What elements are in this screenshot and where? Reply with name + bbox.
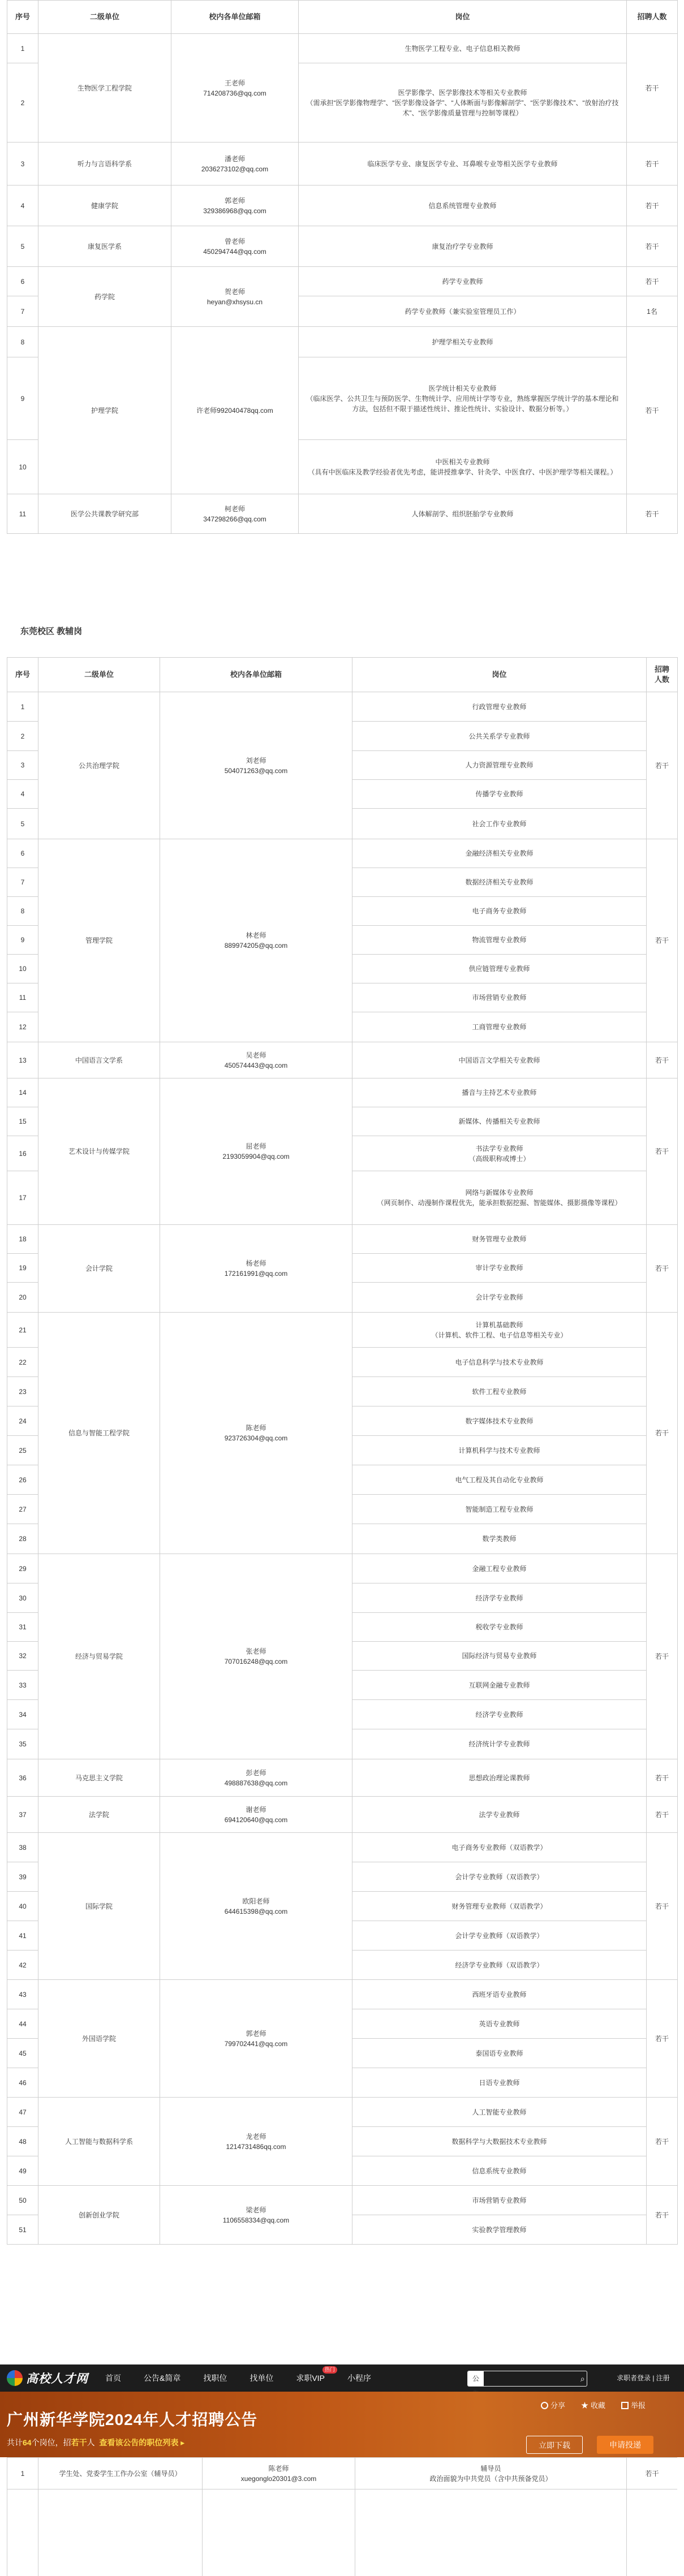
count-cell: 若干: [647, 1797, 678, 1833]
position-cell: 信息系统管理专业教师: [299, 185, 627, 226]
row-number: 34: [7, 1700, 38, 1729]
row-number: 5: [7, 809, 38, 839]
row-number: 18: [7, 1225, 38, 1254]
count-cell: 若干: [627, 267, 678, 296]
row-number: 15: [7, 1107, 38, 1136]
row-number: 22: [7, 1348, 38, 1377]
position-cell: 社会工作专业教师: [352, 809, 647, 839]
row-number: 4: [7, 185, 38, 226]
unit-cell: 学生处、党委学生工作办公室（辅导员）: [38, 2458, 203, 2489]
row-number: 11: [7, 983, 38, 1012]
nav-link-label: 首页: [105, 2374, 121, 2383]
nav-link-label: 找职位: [203, 2374, 227, 2383]
row-number: 10: [7, 440, 38, 494]
row-number: 41: [7, 1921, 38, 1951]
position-cell: 经济统计学专业教师: [352, 1729, 647, 1759]
row-number: 2: [7, 722, 38, 751]
nav-link-label: 小程序: [347, 2374, 371, 2383]
position-cell: 播音与主持艺术专业教师: [352, 1078, 647, 1107]
search-box: [467, 2371, 587, 2387]
table-row: [7, 143, 678, 185]
download-button[interactable]: 立即下载: [526, 2436, 583, 2454]
row-number: 33: [7, 1671, 38, 1700]
nav-link[interactable]: [203, 2364, 227, 2392]
position-cell: 审计学专业教师: [352, 1254, 647, 1283]
row-number: 3: [7, 143, 38, 185]
position-cell: 数据科学与大数据技术专业教师: [352, 2127, 647, 2156]
position-cell: 实验教学管理教师: [352, 2215, 647, 2245]
contact-cell: 王老师 714208736@qq.com: [171, 34, 299, 143]
row-number: 35: [7, 1729, 38, 1759]
position-cell: 物流管理专业教师: [352, 926, 647, 955]
row-number: 7: [7, 296, 38, 327]
position-cell: 供应链管理专业教师: [352, 955, 647, 983]
position-cell: 国际经济与贸易专业教师: [352, 1642, 647, 1671]
row-number: 17: [7, 1171, 38, 1225]
table-row: [7, 1797, 678, 1833]
row-number: 14: [7, 1078, 38, 1107]
header-cell: 序号: [7, 1, 38, 34]
header-cell: 招聘人数: [627, 1, 678, 34]
site-logo[interactable]: [7, 2369, 88, 2387]
count-cell: 若干: [647, 1759, 678, 1797]
table-row: [7, 2098, 678, 2127]
position-cell: 财务管理专业教师: [352, 1225, 647, 1254]
collect-button[interactable]: [581, 2400, 605, 2410]
header-cell: 岗位: [352, 658, 647, 692]
row-number: 6: [7, 267, 38, 296]
unit-cell: 外国语学院: [38, 1980, 160, 2098]
row-number: 49: [7, 2156, 38, 2186]
row-number: 46: [7, 2068, 38, 2098]
row-number: 5: [7, 226, 38, 267]
unit-cell: 护理学院: [38, 327, 171, 494]
nav-link[interactable]: [105, 2364, 121, 2392]
position-cell: 计算机科学与技术专业教师: [352, 1436, 647, 1465]
contact-cell: 杨老师 172161991@qq.com: [160, 1225, 352, 1313]
row-number: 48: [7, 2127, 38, 2156]
row-number: 1: [7, 2458, 38, 2489]
header-cell: 序号: [7, 658, 38, 692]
position-cell: 经济学专业教师（双语教学）: [352, 1951, 647, 1980]
table-row: [7, 692, 678, 722]
hot-badge: 热门: [322, 2366, 337, 2374]
position-cell: 计算机基础教师 （计算机、软件工程、电子信息等相关专业）: [352, 1313, 647, 1348]
position-cell: 人力资源管理专业教师: [352, 751, 647, 780]
row-number: 28: [7, 1524, 38, 1554]
table-row: [7, 267, 678, 296]
position-cell: 网络与新媒体专业教师 （网页制作、动漫制作课程优先，能承担数据挖掘、智能媒体、摄影摄像等课程）: [352, 1171, 647, 1225]
header-cell: 招聘人数: [647, 658, 678, 692]
count-cell: 若干: [647, 839, 678, 1042]
next-table-fragment: [7, 2457, 677, 2576]
row-number: 16: [7, 1136, 38, 1171]
apply-button[interactable]: 申请投递: [597, 2436, 653, 2454]
nav-links: [105, 2364, 394, 2392]
position-cell: 新媒体、传播相关专业教师: [352, 1107, 647, 1136]
row-number: 26: [7, 1465, 38, 1495]
announcement-title: 广州新华学院2024年人才招聘公告: [7, 2411, 258, 2428]
count-cell: 若干: [627, 34, 678, 143]
row-number: 8: [7, 327, 38, 357]
login-register-link[interactable]: [617, 2364, 670, 2392]
search-scope-select[interactable]: 公: [468, 2371, 484, 2386]
position-cell: 人工智能专业教师: [352, 2098, 647, 2127]
unit-cell: 康复医学系: [38, 226, 171, 267]
nav-link[interactable]: [249, 2364, 273, 2392]
contact-cell: 柯老师 347298266@qq.com: [171, 494, 299, 534]
position-cell: 生物医学工程专业、电子信息相关教师: [299, 34, 627, 63]
nav-link[interactable]: [296, 2364, 335, 2392]
row-number: 44: [7, 2009, 38, 2039]
unit-cell: 马克思主义学院: [38, 1759, 160, 1797]
contact-cell: 刘老师 504071263@qq.com: [160, 692, 352, 839]
search-input[interactable]: [484, 2371, 578, 2386]
nav-link-label: 求职VIP: [296, 2374, 325, 2383]
count-cell: 若干: [627, 143, 678, 185]
position-cell: 数学类教师: [352, 1524, 647, 1554]
contact-cell: 梁老师 1106558334@qq.com: [160, 2186, 352, 2245]
unit-cell: 中国语言文学系: [38, 1042, 160, 1078]
table-row: [7, 1980, 678, 2009]
row-number: 10: [7, 955, 38, 983]
table-row: [7, 494, 678, 534]
table-row: [7, 1554, 678, 1583]
position-cell: 经济学专业教师: [352, 1583, 647, 1613]
report-button[interactable]: [621, 2400, 646, 2410]
unit-cell: 艺术设计与传媒学院: [38, 1078, 160, 1225]
position-cell: 书法学专业教师 （高级职称或博士）: [352, 1136, 647, 1171]
row-number: 6: [7, 839, 38, 868]
header-cell: 二级单位: [38, 658, 160, 692]
row-number: 23: [7, 1377, 38, 1406]
position-cell: 英语专业教师: [352, 2009, 647, 2039]
row-number: 43: [7, 1980, 38, 2009]
row-number: 27: [7, 1495, 38, 1524]
position-cell: 思想政治理论课教师: [352, 1759, 647, 1797]
position-cell: 药学专业教师: [299, 267, 627, 296]
table-header-row: [7, 1, 678, 34]
contact-cell: 郭老师 329386968@qq.com: [171, 185, 299, 226]
row-number: 2: [7, 63, 38, 143]
contact-cell: 吴老师 450574443@qq.com: [160, 1042, 352, 1078]
position-cell: 行政管理专业教师: [352, 692, 647, 722]
table-header-row: [7, 658, 678, 692]
position-cell: 互联网金融专业教师: [352, 1671, 647, 1700]
contact-cell: 林老师 889974205@qq.com: [160, 839, 352, 1042]
row-number: 24: [7, 1406, 38, 1436]
table-counselor: [7, 2457, 677, 2576]
search-icon[interactable]: ⌕: [580, 2374, 585, 2383]
contact-cell: 屈老师 2193059904@qq.com: [160, 1078, 352, 1225]
table-row: [7, 185, 678, 226]
table-row: [7, 226, 678, 267]
table-row: [7, 34, 678, 63]
count-cell: 若干: [647, 1042, 678, 1078]
position-cell: 电气工程及其自动化专业教师: [352, 1465, 647, 1495]
row-number: 36: [7, 1759, 38, 1797]
row-number: 4: [7, 780, 38, 809]
count-cell: 若干: [647, 1225, 678, 1313]
position-cell: 医学影像学、医学影像技术等相关专业教师 （需承担“医学影像物理学”、“医学影像设备学”、“人体断面与影像解剖学”、“医学影像技术”、“放射治疗技术”、“医学影像质量管理与控制等课程）: [299, 63, 627, 143]
row-number: 19: [7, 1254, 38, 1283]
row-number: 39: [7, 1862, 38, 1892]
unit-cell: 人工智能与数据科学系: [38, 2098, 160, 2186]
count-cell: 若干: [647, 1980, 678, 2098]
header-cell: 岗位: [299, 1, 627, 34]
row-number: 30: [7, 1583, 38, 1613]
header-cell: 校内各单位邮箱: [160, 658, 352, 692]
summary-suffix: 人: [87, 2438, 95, 2447]
position-cell: 税收学专业教师: [352, 1613, 647, 1642]
position-cell: 护理学相关专业教师: [299, 327, 627, 357]
header-cell: 校内各单位邮箱: [171, 1, 299, 34]
contact-cell: 陈老师 xuegonglo20301@3.com: [203, 2458, 355, 2489]
position-cell: 临床医学专业、康复医学专业、耳鼻喉专业等相关医学专业教师: [299, 143, 627, 185]
star-icon: [581, 2402, 588, 2409]
nav-link-label: 找单位: [249, 2374, 274, 2383]
position-cell: 康复治疗学专业教师: [299, 226, 627, 267]
position-cell: 数字媒体技术专业教师: [352, 1406, 647, 1436]
table-row: [7, 1078, 678, 1107]
position-cell: 人体解剖学、组织胚胎学专业教师: [299, 494, 627, 534]
contact-cell: 许老师992040478qq.com: [171, 327, 299, 494]
contact-cell: 张老师 707016248@qq.com: [160, 1554, 352, 1759]
position-cell: 公共关系学专业教师: [352, 722, 647, 751]
summary-prefix: 共计: [7, 2438, 23, 2447]
table-row: [7, 1042, 678, 1078]
count-cell: 若干: [647, 1833, 678, 1980]
count-cell: 若干: [627, 185, 678, 226]
table-row: [7, 839, 678, 868]
table-row: [7, 1833, 678, 1862]
row-number: 9: [7, 926, 38, 955]
count-cell: 若干: [647, 2098, 678, 2186]
position-cell: 药学专业教师（兼实验室管理员工作）: [299, 296, 627, 327]
unit-cell: 公共治理学院: [38, 692, 160, 839]
banner-summary: [7, 2437, 184, 2448]
row-number: 32: [7, 1642, 38, 1671]
contact-cell: 潘老师 2036273102@qq.com: [171, 143, 299, 185]
report-label: 举报: [631, 2401, 646, 2410]
position-cell: 泰国语专业教师: [352, 2039, 647, 2068]
row-number: 11: [7, 494, 38, 534]
position-cell: 智能制造工程专业教师: [352, 1495, 647, 1524]
position-cell: 医学统计相关专业教师 （临床医学、公共卫生与预防医学、生物统计学、应用统计学等专业，熟练掌握医学统计学的基本理论和方法，包括但不限于描述性统计、推论性统计、实验设计、数据分析等。）: [299, 357, 627, 440]
row-number: 9: [7, 357, 38, 440]
row-number: 37: [7, 1797, 38, 1833]
row-number: 31: [7, 1613, 38, 1642]
nav-link-label: 公告&简章: [144, 2374, 181, 2383]
count-cell: 1名: [627, 296, 678, 327]
row-number: 25: [7, 1436, 38, 1465]
report-icon: [621, 2402, 629, 2409]
unit-cell: 会计学院: [38, 1225, 160, 1313]
position-cell: 会计学专业教师: [352, 1283, 647, 1313]
unit-cell: 管理学院: [38, 839, 160, 1042]
position-cell: 会计学专业教师（双语教学）: [352, 1921, 647, 1951]
table-main-campus: [7, 0, 678, 534]
count-cell: 若干: [647, 2186, 678, 2245]
position-cell: 法学专业教师: [352, 1797, 647, 1833]
nav-link[interactable]: [347, 2364, 371, 2392]
row-number: 3: [7, 751, 38, 780]
banner-actions: [541, 2400, 661, 2410]
row-number: 51: [7, 2215, 38, 2245]
position-cell: 传播学专业教师: [352, 780, 647, 809]
table-row: [7, 2489, 678, 2576]
position-cell: 电子信息科学与技术专业教师: [352, 1348, 647, 1377]
unit-cell: 健康学院: [38, 185, 171, 226]
unit-cell: 国际学院: [38, 1833, 160, 1980]
table-row: [7, 327, 678, 357]
unit-cell: 经济与贸易学院: [38, 1554, 160, 1759]
count-cell: 若干: [647, 1078, 678, 1225]
count-cell: 若干: [647, 1554, 678, 1759]
row-number: 50: [7, 2186, 38, 2215]
auth-text[interactable]: 求职者登录 | 注册: [617, 2374, 670, 2382]
row-number: 7: [7, 868, 38, 897]
table-row: [7, 2458, 678, 2489]
logo-icon: [7, 2370, 23, 2386]
contact-cell: 欧阳老师 644615398@qq.com: [160, 1833, 352, 1980]
count-cell: 若干: [647, 1313, 678, 1554]
position-cell: 电子商务专业教师（双语教学）: [352, 1833, 647, 1862]
contact-cell: 谢老师 694120640@qq.com: [160, 1797, 352, 1833]
table-row: [7, 1759, 678, 1797]
position-cell: 电子商务专业教师: [352, 897, 647, 926]
position-cell: 中国语言文学相关专业教师: [352, 1042, 647, 1078]
row-number: 45: [7, 2039, 38, 2068]
view-job-list-link[interactable]: 查看该公告的职位列表 ▸: [99, 2438, 185, 2447]
row-number: 40: [7, 1892, 38, 1921]
table-row: [7, 2186, 678, 2215]
contact-cell: 曾老师 450294744@qq.com: [171, 226, 299, 267]
row-number: 29: [7, 1554, 38, 1583]
position-count: 64: [23, 2438, 32, 2447]
position-cell: 信息系统专业教师: [352, 2156, 647, 2186]
contact-cell: 龙老师 1214731486qq.com: [160, 2098, 352, 2186]
top-navigation-bar: [0, 2364, 684, 2392]
position-cell: 金融工程专业教师: [352, 1554, 647, 1583]
position-cell: 日语专业教师: [352, 2068, 647, 2098]
table-dongguan-campus: [7, 657, 678, 2245]
row-number: 47: [7, 2098, 38, 2127]
position-cell: 辅导员 政治面貌为中共党员（含中共预备党员）: [355, 2458, 627, 2489]
count-cell: 若干: [647, 692, 678, 839]
row-number: 8: [7, 897, 38, 926]
count-cell: 若干: [627, 2458, 678, 2489]
count-cell: 若干: [627, 327, 678, 494]
row-number: 42: [7, 1951, 38, 1980]
contact-cell: 彭老师 498887638@qq.com: [160, 1759, 352, 1797]
nav-link[interactable]: [144, 2364, 180, 2392]
unit-cell: 听力与言语科学系: [38, 143, 171, 185]
unit-cell: 医学公共课教学研究部: [38, 494, 171, 534]
position-cell: 软件工程专业教师: [352, 1377, 647, 1406]
row-number: 1: [7, 692, 38, 722]
position-cell: 经济学专业教师: [352, 1700, 647, 1729]
table-row: [7, 1225, 678, 1254]
row-number: 20: [7, 1283, 38, 1313]
contact-cell: 贺老师 heyan@xhsysu.cn: [171, 267, 299, 327]
position-cell: 中医相关专业教师 （具有中医临床及教学经验者优先考虑，能讲授推拿学、针灸学、中医食疗、中医护理学等相关课程。）: [299, 440, 627, 494]
unit-cell: 法学院: [38, 1797, 160, 1833]
count-cell: 若干: [627, 494, 678, 534]
row-number: 38: [7, 1833, 38, 1862]
position-cell: 工商管理专业教师: [352, 1012, 647, 1042]
position-cell: 西班牙语专业教师: [352, 1980, 647, 2009]
row-number: 12: [7, 1012, 38, 1042]
share-label: 分享: [550, 2401, 566, 2410]
position-cell: 财务管理专业教师（双语教学）: [352, 1892, 647, 1921]
position-cell: 金融经济相关专业教师: [352, 839, 647, 868]
unit-cell: 药学院: [38, 267, 171, 327]
contact-cell: 陈老师 923726304@qq.com: [160, 1313, 352, 1554]
share-icon: [541, 2402, 548, 2409]
people-count: 若干: [71, 2438, 87, 2447]
section-title-dongguan: 东莞校区 教辅岗: [20, 627, 83, 636]
position-cell: 数据经济相关专业教师: [352, 868, 647, 897]
row-number: 21: [7, 1313, 38, 1348]
header-cell: 二级单位: [38, 1, 171, 34]
count-cell: 若干: [627, 226, 678, 267]
position-cell: 市场营销专业教师: [352, 2186, 647, 2215]
summary-mid: 个岗位，招: [31, 2438, 71, 2447]
unit-cell: 信息与智能工程学院: [38, 1313, 160, 1554]
position-cell: 会计学专业教师（双语教学）: [352, 1862, 647, 1892]
unit-cell: 创新创业学院: [38, 2186, 160, 2245]
row-number: 13: [7, 1042, 38, 1078]
share-button[interactable]: [541, 2400, 565, 2410]
unit-cell: 生物医学工程学院: [38, 34, 171, 143]
contact-cell: 郭老师 799702441@qq.com: [160, 1980, 352, 2098]
table-row: [7, 1313, 678, 1348]
logo-text: 高校人才网: [26, 2371, 88, 2385]
row-number: 1: [7, 34, 38, 63]
position-cell: 市场营销专业教师: [352, 983, 647, 1012]
job-banner: [0, 2392, 684, 2457]
collect-label: 收藏: [591, 2401, 606, 2410]
